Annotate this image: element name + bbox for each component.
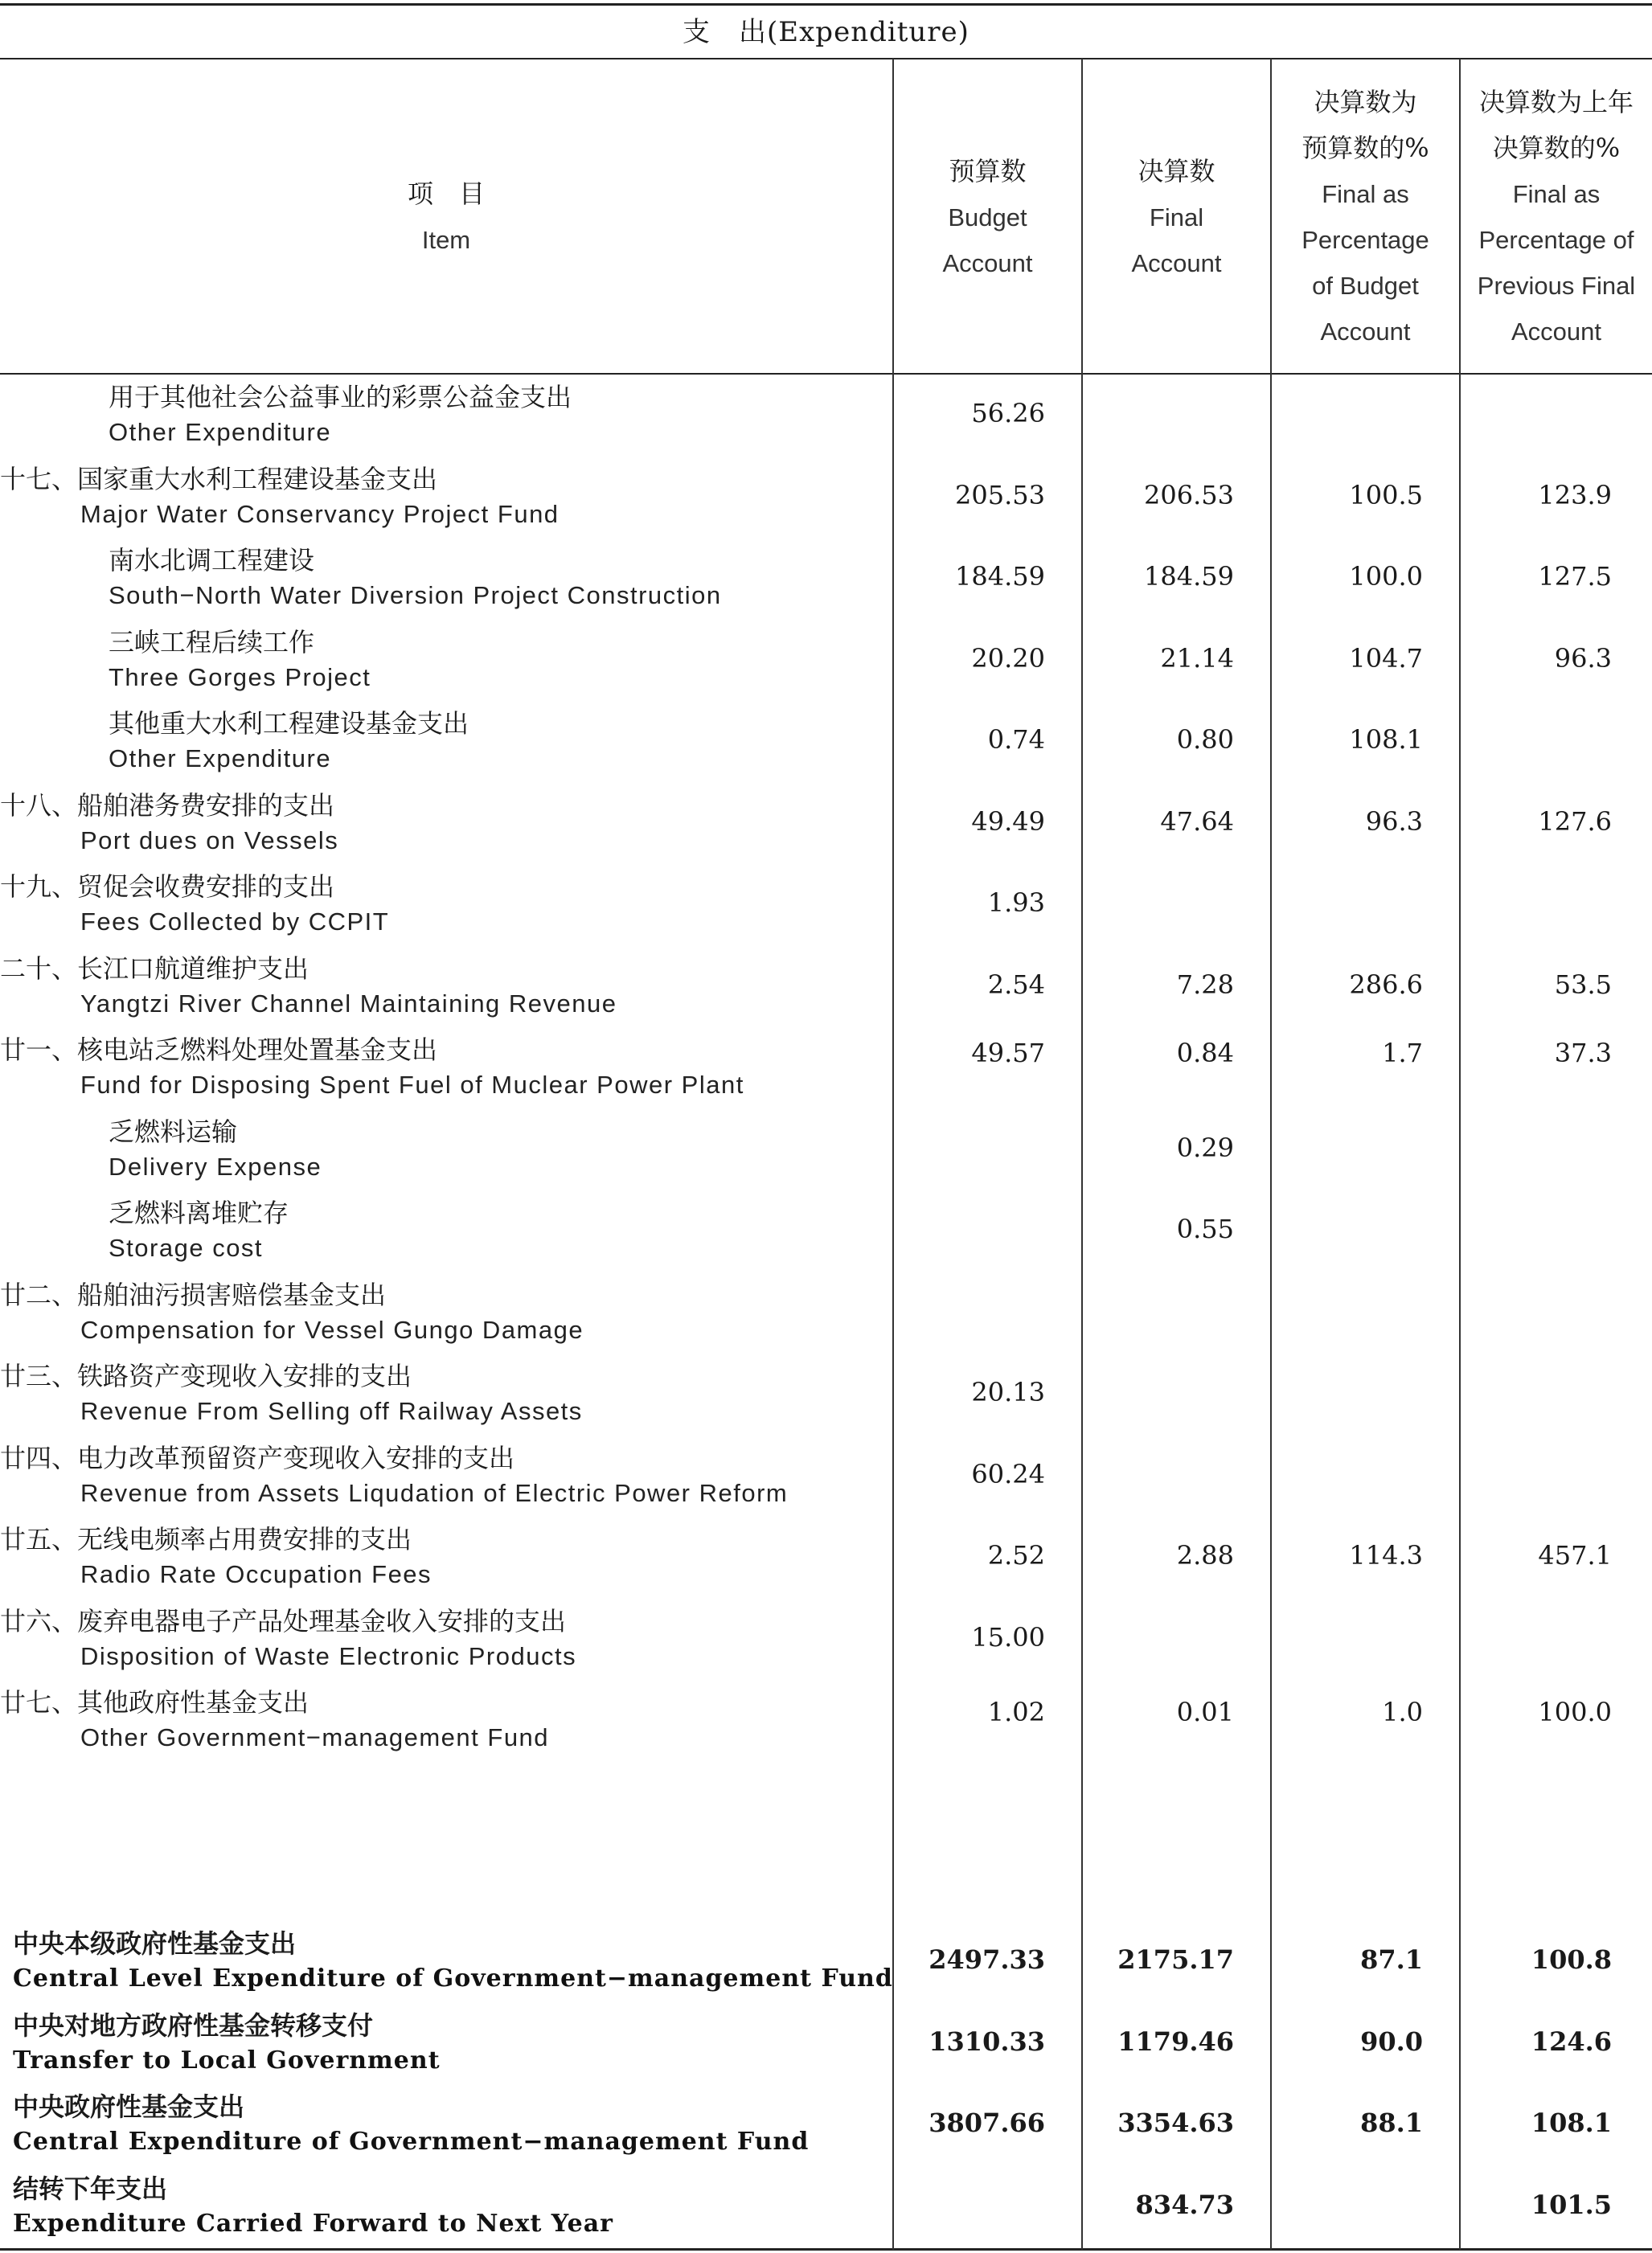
pct-prev-cell: 100.0 — [1538, 1697, 1612, 1727]
header-budget-cn: 预算数 — [949, 155, 1027, 186]
final-cell: 47.64 — [1160, 805, 1234, 837]
row-item-en: Revenue From Selling off Railway Assets — [80, 1397, 583, 1425]
budget-cell: 56.26 — [971, 398, 1045, 428]
budget-cell: 20.13 — [971, 1377, 1045, 1407]
row-item — [109, 706, 469, 776]
row-item-en: Other Government−management Fund — [80, 1723, 550, 1751]
table-row — [0, 620, 1652, 702]
pct-prev-cell: 127.5 — [1538, 561, 1612, 592]
row-item-cn: 乏燃料运输 — [109, 1116, 238, 1147]
budget-cell: 2.54 — [987, 969, 1045, 1000]
final-cell: 2.88 — [1176, 1540, 1234, 1571]
pct-budget-cell: 1.7 — [1382, 1038, 1423, 1068]
header-pct-budget-cn: 预算数的% — [1302, 133, 1429, 163]
table-row — [0, 1436, 1652, 1518]
pct-prev-cell: 457.1 — [1538, 1540, 1612, 1571]
budget-cell: 49.57 — [971, 1038, 1045, 1068]
budget-cell: 0.74 — [987, 724, 1045, 755]
header-pct-budget-en: of Budget — [1312, 272, 1419, 300]
row-item — [0, 788, 338, 858]
header-pct-budget-cn: 决算数为 — [1314, 87, 1417, 117]
table-row — [0, 1354, 1652, 1436]
final-cell: 0.84 — [1176, 1038, 1234, 1068]
row-item-en: Delivery Expense — [109, 1152, 322, 1181]
row-item — [0, 1277, 584, 1348]
pct-prev-cell: 123.9 — [1538, 479, 1612, 510]
bottom-rule — [0, 2248, 1652, 2251]
header-item-en: Item — [421, 226, 471, 254]
table-row — [0, 1027, 1652, 1109]
row-item — [0, 461, 560, 532]
final-cell: 206.53 — [1144, 479, 1234, 510]
row-item-en: Revenue from Assets Liqudation of Electric Power Reform — [80, 1478, 789, 1507]
row-item-cn: 十七、国家重大水利工程建设基金支出 — [0, 463, 438, 494]
header-pct-prev-en: Final as — [1512, 180, 1601, 208]
row-item-en: South−North Water Diversion Project Construction — [109, 581, 722, 609]
header-budget-en: Budget — [948, 203, 1027, 231]
table-row — [0, 701, 1652, 783]
final-cell: 0.80 — [1176, 724, 1234, 755]
row-item-en: Fees Collected by CCPIT — [80, 907, 390, 936]
row-item — [109, 379, 572, 450]
budget-cell: 1.93 — [987, 887, 1045, 918]
row-item-cn: 十九、贸促会收费安排的支出 — [0, 871, 335, 902]
header-budget-en: Account — [942, 248, 1033, 277]
header-final-cn: 决算数 — [1138, 155, 1215, 186]
pct-prev-cell: 37.3 — [1554, 1038, 1612, 1068]
row-item-cn: 南水北调工程建设 — [109, 545, 315, 576]
pct-budget-cell: 100.5 — [1349, 479, 1423, 510]
pct-budget-cell: 114.3 — [1349, 1540, 1423, 1571]
total-item — [13, 2008, 441, 2079]
header-final-en: Final — [1149, 203, 1204, 231]
pct-prev-cell: 53.5 — [1554, 969, 1612, 1000]
pct-budget-cell: 96.3 — [1365, 805, 1423, 837]
pct-prev-cell: 100.8 — [1531, 1944, 1612, 1975]
budget-cell: 2497.33 — [928, 1944, 1045, 1975]
row-item-en: Compensation for Vessel Gungo Damage — [80, 1315, 584, 1344]
header-budget — [894, 59, 1081, 375]
pct-budget-cell: 90.0 — [1360, 2026, 1423, 2057]
table-row — [0, 375, 1652, 457]
row-item-en: Fund for Disposing Spent Fuel of Muclear Power Plant — [80, 1071, 744, 1099]
row-item — [109, 543, 722, 613]
header-pct-prev-cn: 决算数为上年 — [1478, 87, 1634, 117]
pct-prev-cell: 108.1 — [1531, 2108, 1612, 2138]
row-item-cn: 廿六、废弃电器电子产品处理基金收入安排的支出 — [0, 1605, 567, 1636]
row-item-en: Other Expenditure — [109, 744, 332, 772]
table-row — [0, 1517, 1652, 1599]
row-item-cn: 二十、长江口航道维护支出 — [0, 952, 309, 984]
table-row — [0, 1680, 1652, 1762]
total-item-cn: 中央对地方政府性基金转移支付 — [13, 2009, 374, 2041]
row-item-en: Disposition of Waste Electronic Products — [80, 1641, 577, 1670]
table-row — [0, 1599, 1652, 1681]
row-item-cn: 廿二、船舶油污损害赔偿基金支出 — [0, 1279, 387, 1310]
row-item-en: Port dues on Vessels — [80, 825, 339, 854]
header-pct-budget-en: Account — [1320, 317, 1411, 346]
table-row — [0, 946, 1652, 1028]
row-item-cn: 其他重大水利工程建设基金支出 — [109, 708, 469, 739]
total-row — [0, 1921, 1652, 2003]
total-item-en: Expenditure Carried Forward to Next Year — [13, 2209, 613, 2238]
total-item-cn: 中央政府性基金支出 — [13, 2091, 245, 2122]
total-row — [0, 2084, 1652, 2166]
final-cell: 184.59 — [1144, 561, 1234, 592]
total-item-cn: 中央本级政府性基金支出 — [13, 1928, 297, 1959]
row-item — [109, 1114, 322, 1185]
pct-prev-cell: 124.6 — [1531, 2026, 1612, 2057]
row-item-en: Yangtzi River Channel Maintaining Revenue — [80, 989, 617, 1018]
header-pct-budget-en: Final as — [1322, 180, 1409, 208]
pct-budget-cell: 104.7 — [1349, 642, 1423, 674]
pct-budget-cell: 108.1 — [1349, 724, 1423, 755]
table-row — [0, 864, 1652, 946]
header-pct-prev — [1461, 59, 1652, 375]
row-item-cn: 廿三、铁路资产变现收入安排的支出 — [0, 1361, 412, 1391]
table-row — [0, 1272, 1652, 1354]
final-cell: 0.55 — [1176, 1214, 1234, 1244]
total-item — [13, 1926, 893, 1997]
pct-budget-cell: 1.0 — [1382, 1697, 1423, 1727]
budget-cell: 60.24 — [971, 1458, 1045, 1489]
pct-prev-cell: 101.5 — [1531, 2189, 1612, 2220]
row-item-cn: 廿七、其他政府性基金支出 — [0, 1687, 309, 1718]
header-pct-prev-cn: 决算数的% — [1492, 133, 1621, 163]
final-cell: 2175.17 — [1117, 1944, 1234, 1975]
total-item — [13, 2089, 809, 2160]
row-item-cn: 三峡工程后续工作 — [109, 626, 315, 657]
budget-cell: 2.52 — [987, 1540, 1045, 1571]
row-item — [0, 1440, 788, 1511]
row-item — [0, 869, 389, 940]
row-item — [109, 625, 371, 695]
budget-cell: 20.20 — [971, 642, 1045, 674]
row-item — [0, 1604, 576, 1674]
row-item-cn: 廿四、电力改革预留资产变现收入安排的支出 — [0, 1442, 515, 1473]
header-pct-prev-en: Account — [1511, 317, 1601, 346]
pct-prev-cell: 96.3 — [1554, 642, 1612, 674]
row-item — [0, 1522, 432, 1592]
pct-budget-cell: 100.0 — [1349, 561, 1423, 592]
header-item-cn: 项 目 — [407, 178, 485, 209]
row-item-cn: 乏燃料离堆贮存 — [109, 1198, 289, 1228]
header-final — [1083, 59, 1270, 375]
total-item-en: Central Expenditure of Government−management Fund — [13, 2128, 810, 2156]
row-item — [109, 1195, 289, 1266]
total-row — [0, 2166, 1652, 2248]
row-item-cn: 用于其他社会公益事业的彩票公益金支出 — [109, 382, 572, 412]
total-item — [13, 2171, 613, 2242]
table-title: 支 出(Expenditure) — [683, 15, 969, 48]
table-row — [0, 1109, 1652, 1191]
table-row — [0, 457, 1652, 539]
final-cell: 21.14 — [1160, 642, 1234, 674]
row-item-cn: 廿五、无线电频率占用费安排的支出 — [0, 1524, 412, 1555]
row-item — [0, 1358, 583, 1429]
budget-cell: 184.59 — [955, 561, 1045, 592]
total-item-en: Central Level Expenditure of Government−management Fund — [13, 1964, 893, 1993]
budget-cell: 1310.33 — [928, 2026, 1045, 2057]
budget-cell: 15.00 — [971, 1621, 1045, 1653]
total-item-en: Transfer to Local Government — [13, 2046, 441, 2075]
row-item-en: Three Gorges Project — [109, 662, 371, 691]
header-pct-budget — [1272, 59, 1459, 375]
row-item-en: Major Water Conservancy Project Fund — [80, 499, 560, 528]
header-pct-prev-en: Percentage of — [1478, 226, 1634, 254]
pct-budget-cell: 87.1 — [1360, 1944, 1423, 1975]
final-cell: 0.01 — [1176, 1697, 1234, 1727]
final-cell: 834.73 — [1135, 2189, 1234, 2220]
row-item-en: Storage cost — [109, 1234, 264, 1262]
row-item-en: Radio Rate Occupation Fees — [80, 1560, 432, 1588]
budget-cell: 1.02 — [987, 1697, 1045, 1727]
total-row — [0, 2003, 1652, 2085]
row-item-cn: 廿一、核电站乏燃料处理处置基金支出 — [0, 1034, 438, 1065]
row-item — [0, 1685, 549, 1755]
final-cell: 7.28 — [1176, 969, 1234, 1000]
row-item — [0, 951, 617, 1022]
row-item — [0, 1032, 744, 1103]
budget-cell: 49.49 — [971, 805, 1045, 837]
header-pct-prev-en: Previous Final — [1477, 272, 1636, 300]
final-cell: 3354.63 — [1117, 2108, 1234, 2138]
final-cell: 1179.46 — [1117, 2026, 1234, 2057]
final-cell: 0.29 — [1176, 1132, 1234, 1163]
pct-budget-cell: 88.1 — [1360, 2108, 1423, 2138]
table-row — [0, 1190, 1652, 1272]
total-item-cn: 结转下年支出 — [13, 2173, 168, 2204]
pct-prev-cell: 127.6 — [1538, 805, 1612, 837]
table-row — [0, 783, 1652, 865]
budget-cell: 205.53 — [955, 479, 1045, 510]
row-item-cn: 十八、船舶港务费安排的支出 — [0, 789, 335, 821]
header-pct-budget-en: Percentage — [1302, 226, 1429, 254]
budget-cell: 3807.66 — [928, 2108, 1045, 2138]
row-item-en: Other Expenditure — [109, 418, 332, 446]
header-final-en: Account — [1131, 248, 1222, 277]
pct-budget-cell: 286.6 — [1349, 969, 1423, 1000]
header-item — [0, 59, 892, 375]
table-row — [0, 538, 1652, 620]
